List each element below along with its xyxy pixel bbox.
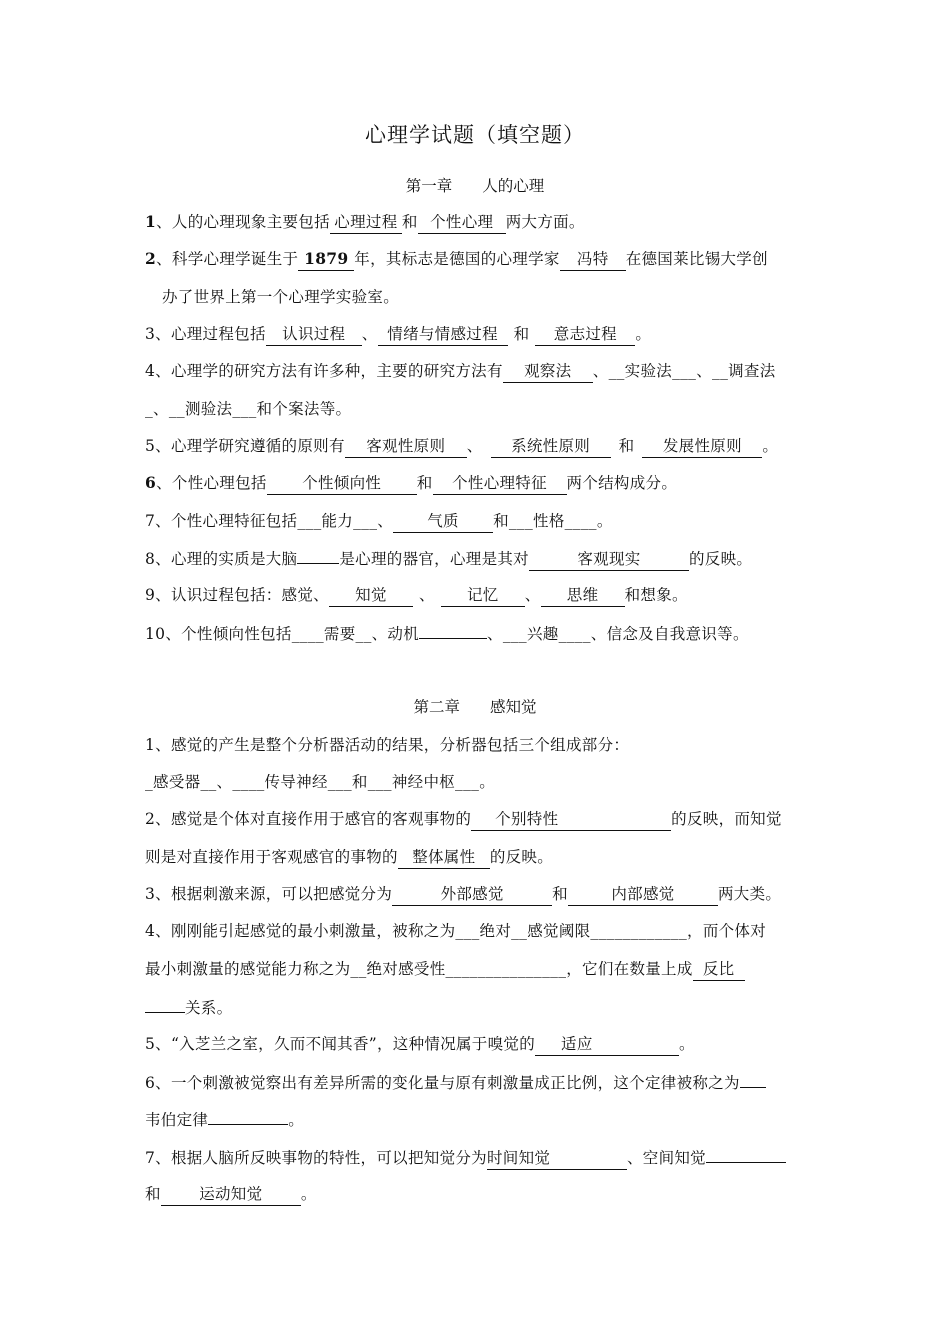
answer-blank: 心理过程 (330, 211, 402, 234)
page-title: 心理学试题（填空题） (365, 123, 585, 147)
answer-blank: 内部感觉 (568, 883, 718, 906)
question-5: 5、心理学研究遵循的原则有 客观性原则 、 系统性原则 和 发展性原则 。 (145, 433, 815, 459)
answer-blank: 时间知觉 (487, 1147, 627, 1170)
chapter-1-heading (0, 173, 950, 199)
answer-blank: 发展性原则 (642, 435, 762, 458)
question-4-cont: _、__测验法___和个案法等。 (145, 400, 352, 418)
chapter-2-question-7-cont: 和 运动知觉 。 (145, 1181, 815, 1207)
answer-blank (297, 545, 339, 564)
chapter-1-name: 人的心理 (482, 177, 545, 195)
answer-blank: 整体属性 (398, 846, 490, 869)
chapter-2-question-6: 6、一个刺激被觉察出有差异所需的变化量与原有刺激量成正比例，这个定律被称之为 (145, 1069, 815, 1096)
answer-blank: 情绪与情感过程 (378, 323, 508, 346)
question-7: 7、个性心理特征包括___能力___、 气质 和___性格____。 (145, 508, 815, 534)
answer-blank: 运动知觉 (161, 1183, 301, 1206)
question-6: 6、个性心理包括 个性倾向性 和 个性心理特征 两个结构成分。 (145, 470, 815, 496)
question-4: 4、心理学的研究方法有许多种，主要的研究方法有 观察法 、__实验法___、__调查法 (145, 358, 815, 384)
answer-blank: 意志过程 (535, 323, 635, 346)
answer-blank: 冯特 (560, 248, 626, 271)
question-2: 2、科学心理学诞生于 1879 年，其标志是德国的心理学家 冯特 在德国莱比锡大学创 (145, 246, 815, 272)
chapter-2-name: 感知觉 (490, 698, 537, 716)
answer-blank: 适应 (535, 1033, 679, 1056)
answer-blank: 知觉 (329, 584, 413, 607)
chapter-2-question-7: 7、根据人脑所反映事物的特性，可以把知觉分为时间知觉 、空间知觉 (145, 1144, 815, 1171)
answer-blank: 思维 (541, 584, 625, 607)
answer-blank: 认识过程 (266, 323, 362, 346)
answer-blank: 外部感觉 (392, 883, 552, 906)
chapter-2-question-2: 2、感觉是个体对直接作用于感官的客观事物的 个别特性 的反映，而知觉 (145, 806, 815, 832)
answer-blank: 观察法 (503, 360, 593, 383)
answer-blank (740, 1069, 766, 1088)
answer-blank: 个性心理特征 (433, 472, 567, 495)
answer-blank: 客观性原则 (345, 435, 467, 458)
chapter-2-question-1: 1、感觉的产生是整个分析器活动的结果，分析器包括三个组成部分： (145, 736, 630, 754)
answer-blank (145, 994, 185, 1013)
answer-blank: 个性心理 (418, 211, 506, 234)
chapter-2-question-4-cont2: 关系。 (145, 994, 815, 1021)
chapter-2-label: 第二章 (413, 698, 460, 716)
question-3: 3、心理过程包括 认识过程 、 情绪与情感过程 和 意志过程 。 (145, 321, 815, 347)
chapter-2-question-3: 3、根据刺激来源，可以把感觉分为 外部感觉 和 内部感觉 两大类。 (145, 881, 815, 907)
question-1: 1、人的心理现象主要包括 心理过程 和 个性心理 两大方面。 (145, 209, 815, 235)
chapter-2-question-6-cont: 韦伯定律 。 (145, 1106, 815, 1133)
question-8: 8、心理的实质是大脑 是心理的器官，心理是其对 客观现实 的反映。 (145, 545, 815, 572)
chapter-1-label: 第一章 (405, 177, 453, 195)
chapter-2-question-4-cont: 最小刺激量的感觉能力称之为__绝对感受性_______________，它们在数量上成 反比 (145, 956, 815, 982)
answer-blank: 反比 (693, 958, 745, 981)
chapter-2-question-1-cont: _感受器__、____传导神经___和___神经中枢___。 (145, 773, 496, 791)
chapter-2-question-5: 5、“入芝兰之室，久而不闻其香”，这种情况属于嗅觉的 适应 。 (145, 1031, 815, 1057)
answer-blank (419, 620, 487, 639)
answer-blank: 客观现实 (529, 548, 689, 571)
chapter-2-question-2-cont: 则是对直接作用于客观感官的事物的 整体属性 的反映。 (145, 844, 815, 870)
answer-blank: 个性倾向性 (267, 472, 417, 495)
chapter-2-question-4: 4、刚刚能引起感觉的最小刺激量，被称之为___绝对__感觉阈限____________，而个体对 (145, 922, 767, 940)
answer-blank: 系统性原则 (491, 435, 611, 458)
answer-blank: 1879 (298, 248, 354, 271)
question-2-cont: 办了世界上第一个心理学实验室。 (162, 288, 400, 306)
chapter-2-heading (0, 694, 950, 720)
answer-blank: 个别特性 (471, 808, 671, 831)
answer-blank: 记忆 (441, 584, 525, 607)
answer-blank (208, 1106, 288, 1125)
question-10: 10、个性倾向性包括____需要__、动机 、___兴趣____、信念及自我意识等。 (145, 620, 815, 647)
answer-blank (706, 1144, 786, 1163)
answer-blank: 气质 (393, 510, 493, 533)
question-9: 9、认识过程包括：感觉、 知觉 、 记忆 、 思维 和想象。 (145, 582, 815, 608)
